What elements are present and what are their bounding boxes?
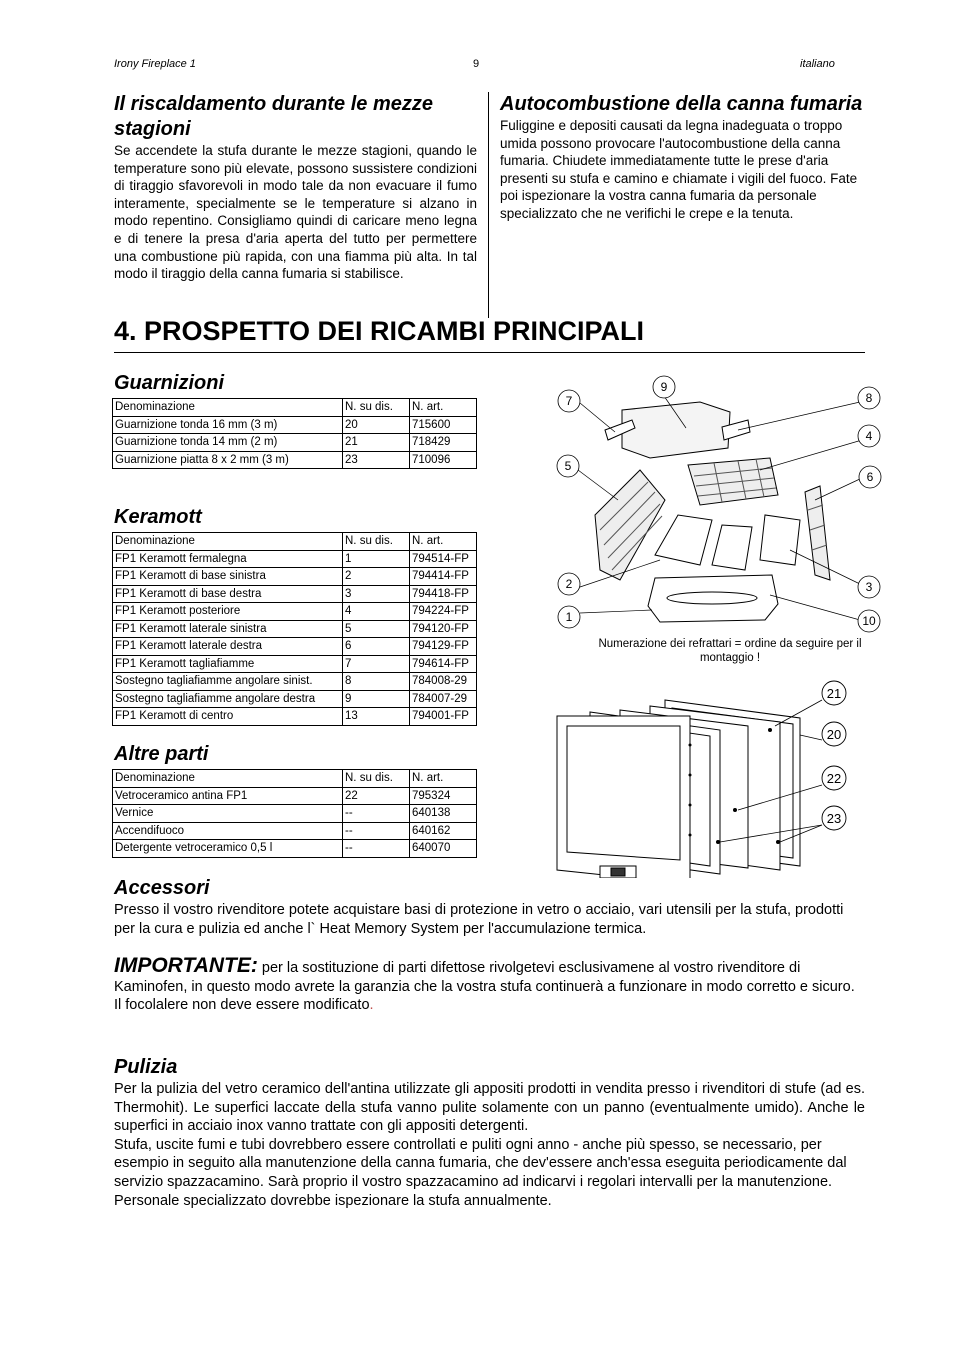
- important-note-dot: .: [369, 997, 374, 1014]
- cell-name: Sostegno tagliafiamme angolare sinist.: [113, 673, 343, 691]
- cell-drawing: 7: [343, 655, 410, 673]
- diagram2-label: 23: [826, 811, 842, 826]
- header-page-number: 9: [473, 58, 480, 70]
- cell-drawing: 9: [343, 690, 410, 708]
- other-parts-title: Altre parti: [114, 743, 209, 765]
- cell-article: 794001-FP: [410, 708, 477, 726]
- cell-name: FP1 Keramott di centro: [113, 708, 343, 726]
- cleaning-text-1: Per la pulizia del vetro ceramico dell'antina utilizzate gli appositi prodotti in vendita presso i rivenditori di stufe (ad es. Thermohit). Le superfici laccate della stufa vanno pulite solamente con un panno (eventualmente umido). Anche le superfici in acciaio inox vanno trattate con gli appositi detergenti.: [114, 1081, 865, 1135]
- cell-name: Guarnizione piatta 8 x 2 mm (3 m): [113, 451, 343, 469]
- cell-article: 640070: [410, 840, 477, 858]
- cell-name: FP1 Keramott laterale destra: [113, 638, 343, 656]
- cell-name: Vernice: [113, 805, 343, 823]
- cell-article: 640138: [410, 805, 477, 823]
- cell-drawing: 20: [343, 416, 410, 434]
- cell-article: 794120-FP: [410, 620, 477, 638]
- table-row: [113, 690, 477, 708]
- cell-name: FP1 Keramott posteriore: [113, 603, 343, 621]
- cell-article: 794614-FP: [410, 655, 477, 673]
- table-row: [113, 638, 477, 656]
- table-row: [113, 585, 477, 603]
- cell-drawing: 6: [343, 638, 410, 656]
- cell-article: 794224-FP: [410, 603, 477, 621]
- diagram1-label: 10: [862, 614, 876, 628]
- cell-name: FP1 Keramott tagliafiamme: [113, 655, 343, 673]
- table-row: [113, 416, 477, 434]
- cell-name: Guarnizione tonda 16 mm (3 m): [113, 416, 343, 434]
- diagram1-caption: Numerazione dei refrattari = ordine da seguire per il montaggio !: [598, 638, 862, 664]
- door-assembly-diagram: [550, 678, 860, 878]
- cell-drawing: --: [343, 840, 410, 858]
- cell-article: 784007-29: [410, 690, 477, 708]
- diagram1-label: 3: [865, 580, 873, 594]
- header-drawing: N. su dis.: [343, 533, 410, 551]
- cell-article: 794414-FP: [410, 568, 477, 586]
- cell-drawing: 23: [343, 451, 410, 469]
- diagram1-label: 5: [564, 459, 572, 473]
- cell-drawing: 8: [343, 673, 410, 691]
- cell-name: Sostegno tagliafiamme angolare destra: [113, 690, 343, 708]
- self-combustion-text: Fuliggine e depositi causati da legna inadeguata o troppo umida possono provocare l'autocombustione della canna fumaria. Chiudete immediatamente tutte le prese d'aria presenti su stufa e camino e chiamate i vigili del fuoco. Fate poi ispezionare la vostra canna fumaria da personale specializzato che ne verifichi le crepe e la tenuta.: [500, 118, 858, 221]
- cell-drawing: 4: [343, 603, 410, 621]
- cell-article: 718429: [410, 434, 477, 452]
- cell-article: 710096: [410, 451, 477, 469]
- cell-article: 784008-29: [410, 673, 477, 691]
- column-divider: [488, 92, 489, 318]
- header-name: Denominazione: [113, 533, 343, 551]
- table-header-row: [113, 399, 477, 417]
- table-row: [113, 620, 477, 638]
- table-row: [113, 603, 477, 621]
- cell-name: Detergente vetroceramico 0,5 l: [113, 840, 343, 858]
- keramott-table: [112, 532, 477, 726]
- table-row: [113, 550, 477, 568]
- diagram1-label: 2: [565, 577, 573, 591]
- cell-article: 794418-FP: [410, 585, 477, 603]
- header-article: N. art.: [410, 770, 477, 788]
- cell-name: Accendifuoco: [113, 822, 343, 840]
- table-row: [113, 451, 477, 469]
- table-row: [113, 840, 477, 858]
- cell-name: FP1 Keramott di base destra: [113, 585, 343, 603]
- self-combustion-title: Autocombustione della canna fumaria: [500, 93, 863, 115]
- header-article: N. art.: [410, 533, 477, 551]
- self-combustion-section: [500, 92, 863, 223]
- cell-name: FP1 Keramott di base sinistra: [113, 568, 343, 586]
- important-section: [114, 954, 865, 1015]
- accessories-title: Accessori: [114, 877, 210, 899]
- gaskets-table: [112, 398, 477, 469]
- table-row: [113, 708, 477, 726]
- section-title: PROSPETTO DEI RICAMBI PRINCIPALI: [144, 316, 645, 346]
- other-parts-table: [112, 769, 477, 858]
- header-language: italiano: [800, 58, 835, 70]
- header-article: N. art.: [410, 399, 477, 417]
- important-title: IMPORTANTE:: [114, 954, 258, 977]
- header-doc-title: Irony Fireplace 1: [114, 58, 196, 70]
- table-header-row: [113, 533, 477, 551]
- diagram2-label: 20: [826, 727, 842, 742]
- accessories-section: [114, 876, 865, 938]
- table-row: [113, 673, 477, 691]
- header-drawing: N. su dis.: [343, 770, 410, 788]
- accessories-text: Presso il vostro rivenditore potete acquistare basi di protezione in vetro o acciaio, vari utensili per la stufa, prodotti per la cura e pulizia ed anche l` Heat Memory System per l'accumulazione termica.: [114, 902, 844, 937]
- header-name: Denominazione: [113, 770, 343, 788]
- diagram1-label: 4: [865, 429, 873, 443]
- cell-drawing: --: [343, 805, 410, 823]
- diagram1-label: 1: [565, 610, 573, 624]
- mid-season-title: Il riscaldamento durante le mezze stagioni: [114, 93, 433, 140]
- header-name: Denominazione: [113, 399, 343, 417]
- cell-drawing: 3: [343, 585, 410, 603]
- cleaning-title: Pulizia: [114, 1056, 178, 1078]
- cell-drawing: 1: [343, 550, 410, 568]
- gaskets-title: Guarnizioni: [114, 372, 224, 394]
- cell-article: 794129-FP: [410, 638, 477, 656]
- cell-drawing: 13: [343, 708, 410, 726]
- cell-article: 640162: [410, 822, 477, 840]
- cleaning-section: [114, 1055, 865, 1210]
- cell-article: 795324: [410, 787, 477, 805]
- section-number: 4.: [114, 316, 137, 346]
- diagram1-label: 7: [565, 394, 573, 408]
- table-header-row: [113, 770, 477, 788]
- cell-drawing: 21: [343, 434, 410, 452]
- table-row: [113, 822, 477, 840]
- cell-name: Vetroceramico antina FP1: [113, 787, 343, 805]
- header-drawing: N. su dis.: [343, 399, 410, 417]
- diagram1-label: 6: [866, 470, 874, 484]
- diagram2-label: 22: [826, 771, 842, 786]
- cell-name: FP1 Keramott fermalegna: [113, 550, 343, 568]
- important-text: per la sostituzione di parti difettose rivolgetevi esclusivamene al vostro rivenditore di Kaminofen, in questo modo avrete la garanzia che la vostra stufa continuerà a funzionare in modo corretto e sicuro.: [114, 960, 855, 995]
- diagram1-label: 8: [865, 391, 873, 405]
- cell-article: 715600: [410, 416, 477, 434]
- important-note: Il focolalere non deve essere modificato: [114, 997, 370, 1014]
- table-row: [113, 568, 477, 586]
- cell-drawing: 5: [343, 620, 410, 638]
- cell-article: 794514-FP: [410, 550, 477, 568]
- mid-season-text: Se accendete la stufa durante le mezze stagioni, quando le temperature sono più elevate, possono sussistere condizioni di tiraggio sfavorevoli in modo tale da non evacuare il fumo interamente, specialmente se le temperature si alzano in modo repentino. Consigliamo quindi di caricare meno legna e di tenere la presa d'aria aperta del tutto per permettere una combustione più rapida, con una fiamma più alta. In tal modo il tiraggio della canna fumaria si stabilisce.: [114, 143, 477, 282]
- keramott-title: Keramott: [114, 506, 202, 528]
- table-row: [113, 787, 477, 805]
- refractory-exploded-diagram: [540, 372, 885, 642]
- cell-name: Guarnizione tonda 14 mm (2 m): [113, 434, 343, 452]
- table-row: [113, 655, 477, 673]
- mid-season-section: [114, 92, 477, 283]
- diagram1-label: 9: [660, 380, 668, 394]
- cell-drawing: 2: [343, 568, 410, 586]
- cleaning-text-2: Stufa, uscite fumi e tubi dovrebbero essere controllati e puliti ogni anno - anche più spesso, se necessario, per esempio in seguito alla manutenzione della canna fumaria, che dev'essere anch'essa eseguita periodicamente dal servizio spazzacamino. Sarà proprio il vostro spazzacamino ad indicarvi i regolari intervalli per la manutenzione. Personale specializzato dovrebbe ispezionare la stufa annualmente.: [114, 1136, 847, 1209]
- cell-drawing: --: [343, 822, 410, 840]
- section-rule: [114, 352, 865, 353]
- table-row: [113, 805, 477, 823]
- cell-drawing: 22: [343, 787, 410, 805]
- diagram2-label: 21: [826, 686, 842, 701]
- cell-name: FP1 Keramott laterale sinistra: [113, 620, 343, 638]
- table-row: [113, 434, 477, 452]
